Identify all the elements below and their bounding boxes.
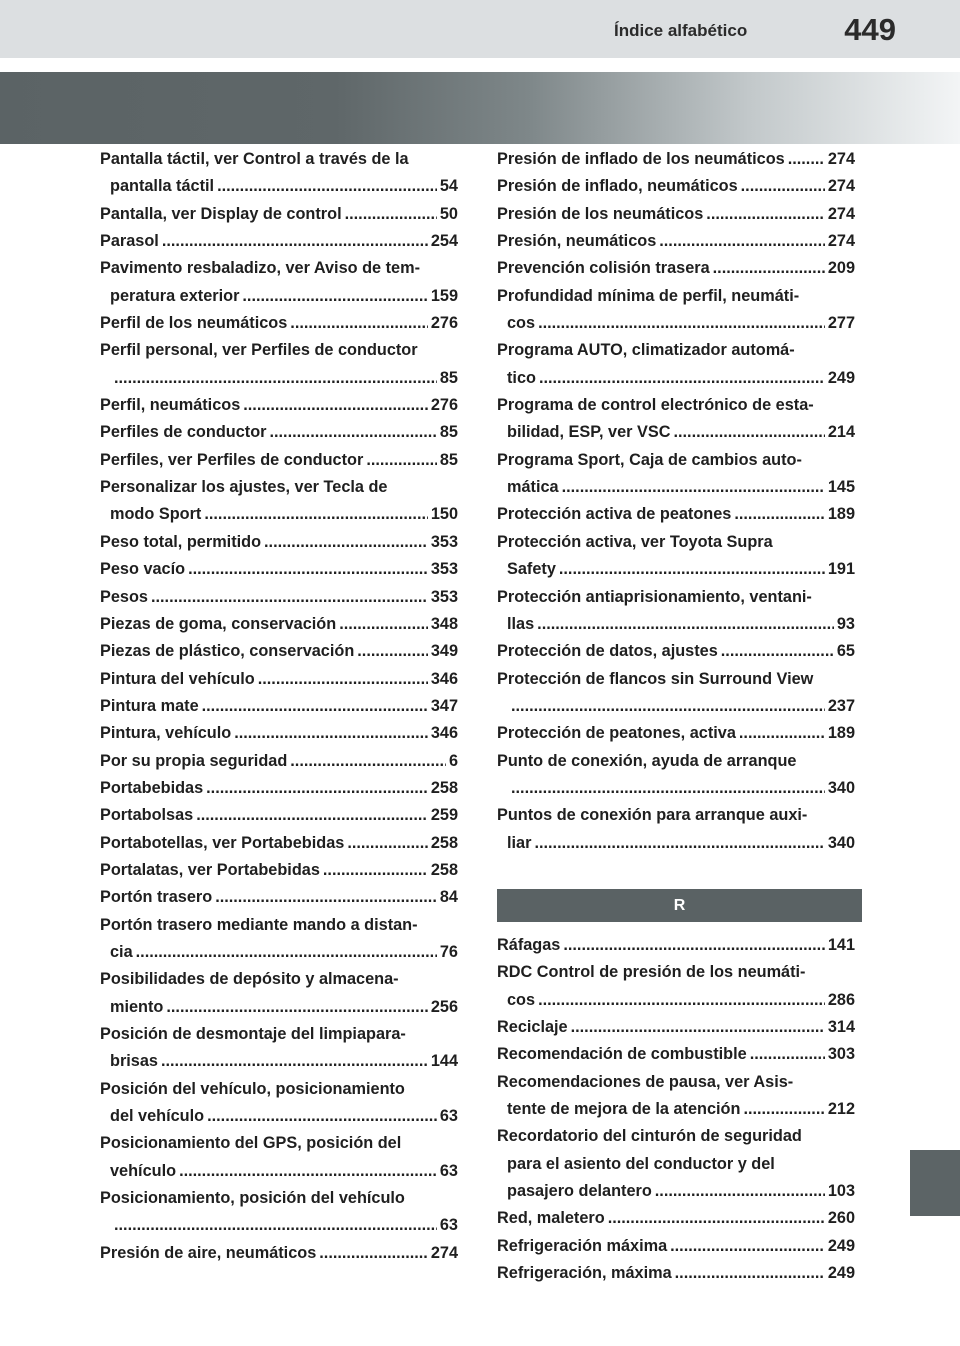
index-entry-page: 54 (439, 177, 458, 196)
index-entry (497, 720, 855, 747)
index-entry-text: peratura exterior (110, 286, 240, 305)
dot-leader (563, 932, 824, 959)
index-column-right (497, 146, 855, 857)
index-entry (497, 1205, 855, 1232)
index-entry-page: 347 (430, 696, 458, 715)
index-entry-page: 145 (827, 478, 855, 497)
index-entry (497, 501, 855, 528)
index-entry-line: RDC Control de presión de los neumáti- (497, 963, 806, 982)
index-entry-line: Pavimento resbaladizo, ver Aviso de tem- (100, 259, 421, 278)
dot-leader (511, 775, 825, 802)
index-entry (100, 146, 458, 201)
index-entry (100, 884, 458, 911)
dot-leader (706, 201, 825, 228)
index-entry-page: 349 (430, 642, 458, 661)
dot-leader (242, 283, 427, 310)
index-entry-text: Refrigeración, máxima (497, 1264, 672, 1283)
index-entry (497, 748, 855, 803)
index-entry-text: Safety (507, 560, 556, 579)
index-entry-page: 189 (827, 724, 855, 743)
index-entry-text: Piezas de goma, conservación (100, 614, 337, 633)
index-entry-page: 274 (827, 204, 855, 223)
index-entry-text: Portabotellas, ver Portabebidas (100, 833, 345, 852)
dot-leader (196, 802, 428, 829)
index-entry-page: 63 (439, 1161, 458, 1180)
dot-leader (659, 228, 825, 255)
index-entry-text: Peso total, permitido (100, 532, 262, 551)
index-entry (100, 337, 458, 392)
index-entry (100, 201, 458, 228)
index-entry-line: Posibilidades de depósito y almacena- (100, 970, 399, 989)
index-entry-text: Recomendación de combustible (497, 1045, 747, 1064)
index-entry (497, 255, 855, 282)
index-entry-text: miento (110, 997, 164, 1016)
index-entry-text: Portabolsas (100, 806, 194, 825)
index-entry (100, 255, 458, 310)
index-entry (497, 228, 855, 255)
index-entry-page: 191 (827, 560, 855, 579)
index-entry (497, 173, 855, 200)
index-entry-text: Por su propia seguridad (100, 751, 288, 770)
index-entry-text: Pantalla, ver Display de control (100, 204, 342, 223)
dot-leader (366, 447, 437, 474)
dot-leader (319, 1240, 428, 1267)
dot-leader (161, 1048, 428, 1075)
index-entry-text: Red, maletero (497, 1209, 605, 1228)
index-entry-text: Refrigeración máxima (497, 1236, 668, 1255)
index-entry (497, 932, 855, 959)
dot-leader (713, 255, 825, 282)
index-entry (497, 1014, 855, 1041)
index-entry-text: Portón trasero (100, 888, 213, 907)
index-entry-line: Recordatorio del cinturón de seguridad (497, 1127, 802, 1146)
index-entry-page: 277 (827, 314, 855, 333)
index-entry-page: 76 (439, 942, 458, 961)
index-entry-page: 84 (439, 888, 458, 907)
index-entry-text: cos (507, 990, 536, 1009)
index-entry-page: 348 (430, 614, 458, 633)
dot-leader (136, 939, 437, 966)
index-entry-text: mática (507, 478, 559, 497)
index-entry-page: 103 (827, 1182, 855, 1201)
index-entry-page: 141 (827, 936, 855, 954)
index-entry-line: Programa Sport, Caja de cambios auto- (497, 450, 802, 469)
index-entry-text: cos (507, 314, 536, 333)
index-entry-page: 340 (827, 778, 855, 797)
index-entry-line: Portón trasero mediante mando a distan- (100, 915, 418, 934)
dot-leader (721, 638, 834, 665)
dot-leader (739, 720, 825, 747)
dot-leader (743, 1096, 824, 1123)
index-entry (100, 310, 458, 337)
dot-leader (162, 228, 428, 255)
dot-leader (258, 666, 428, 693)
index-entry-page: 276 (430, 314, 458, 333)
index-entry (100, 556, 458, 583)
dot-leader (741, 173, 825, 200)
dot-leader (734, 501, 824, 528)
index-entry-page: 274 (827, 232, 855, 251)
index-entry (100, 912, 458, 967)
index-entry-page: 258 (430, 778, 458, 797)
index-entry-text: Perfiles, ver Perfiles de conductor (100, 450, 364, 469)
index-entry-text: Presión de inflado de los neumáticos (497, 150, 785, 168)
dot-leader (670, 1233, 825, 1260)
index-entry-page: 65 (836, 642, 855, 661)
index-entry (100, 419, 458, 446)
index-entry-line: Personalizar los ajustes, ver Tecla de (100, 478, 388, 497)
dot-leader (538, 987, 825, 1014)
index-entry (100, 228, 458, 255)
dot-leader (114, 1212, 437, 1239)
dot-leader (217, 173, 437, 200)
index-entry-line: Pantalla táctil, ver Control a través de la (100, 150, 409, 168)
dot-leader (188, 556, 428, 583)
index-entry (497, 201, 855, 228)
index-entry-page: 50 (439, 204, 458, 223)
index-entry (497, 802, 855, 857)
index-entry-page: 249 (827, 1236, 855, 1255)
index-entry-text: pasajero delantero (507, 1182, 652, 1201)
index-entry-text: Pesos (100, 587, 148, 606)
index-entry (497, 392, 855, 447)
index-column-left (100, 146, 458, 1267)
index-entry-page: 314 (827, 1018, 855, 1037)
index-entry-page: 209 (827, 259, 855, 278)
header-banner (0, 72, 960, 144)
dot-leader (151, 584, 428, 611)
dot-leader (264, 529, 428, 556)
index-entry (100, 638, 458, 665)
index-entry-text: Prevención colisión trasera (497, 259, 710, 278)
index-entry-line: Protección de flancos sin Surround View (497, 669, 814, 688)
index-entry-line: Perfil personal, ver Perfiles de conductor (100, 341, 418, 360)
index-entry-text: Pintura del vehículo (100, 669, 255, 688)
index-entry-page: 63 (439, 1107, 458, 1126)
dot-leader (511, 693, 825, 720)
index-entry-page: 249 (827, 1264, 855, 1283)
index-entry (100, 830, 458, 857)
index-entry-text: brisas (110, 1052, 158, 1071)
index-entry (100, 1076, 458, 1131)
index-entry (497, 666, 855, 721)
index-entry-text: Perfil, neumáticos (100, 396, 241, 415)
chapter-tab (910, 1150, 960, 1216)
index-entry (100, 1021, 458, 1076)
index-entry-text: modo Sport (110, 505, 202, 524)
dot-leader (243, 392, 428, 419)
index-entry (497, 337, 855, 392)
index-entry (497, 447, 855, 502)
dot-leader (537, 611, 834, 638)
index-entry-line: Posición del vehículo, posicionamiento (100, 1079, 405, 1098)
index-entry-line: Punto de conexión, ayuda de arranque (497, 751, 797, 770)
index-entry-page: 150 (430, 505, 458, 524)
index-entry-text: llas (507, 614, 535, 633)
index-entry-page: 353 (430, 532, 458, 551)
index-entry (497, 1041, 855, 1068)
index-entry-page: 258 (430, 833, 458, 852)
index-entry-page: 85 (439, 368, 458, 387)
index-entry-text: Peso vacío (100, 560, 186, 579)
index-entry (497, 146, 855, 173)
index-entry-page: 256 (430, 997, 458, 1016)
index-entry-text: Pintura, vehículo (100, 724, 232, 743)
index-entry-page: 159 (430, 286, 458, 305)
index-entry (100, 775, 458, 802)
index-entry-page: 254 (430, 232, 458, 251)
dot-leader (562, 474, 825, 501)
dot-leader (559, 556, 825, 583)
index-entry-text: Perfiles de conductor (100, 423, 267, 442)
index-entry-page: 259 (430, 806, 458, 825)
index-entry (100, 966, 458, 1021)
index-entry-page: 346 (430, 669, 458, 688)
index-entry-text: Portabebidas (100, 778, 204, 797)
index-entry-line: Recomendaciones de pausa, ver Asis- (497, 1072, 794, 1091)
index-entry-line: Protección activa, ver Toyota Supra (497, 532, 773, 551)
index-entry (497, 283, 855, 338)
index-entry-line: Protección antiaprisionamiento, ventani- (497, 587, 812, 606)
index-entry (497, 1260, 855, 1287)
dot-leader (323, 857, 428, 884)
index-entry (100, 802, 458, 829)
dot-leader (538, 310, 825, 337)
page-header (0, 0, 960, 58)
index-entry-text: cia (110, 942, 133, 961)
index-entry-line: Puntos de conexión para arranque auxi- (497, 806, 808, 825)
index-entry (497, 1069, 855, 1124)
index-entry (100, 748, 458, 775)
index-entry-page: 6 (448, 751, 458, 770)
dot-leader (357, 638, 428, 665)
index-entry-text: Presión de inflado, neumáticos (497, 177, 738, 196)
section-title: Índice alfabético (614, 21, 748, 40)
index-entry-text: bilidad, ESP, ver VSC (507, 423, 671, 442)
index-entry-text: Portalatas, ver Portabebidas (100, 860, 320, 879)
index-entry-page: 353 (430, 560, 458, 579)
index-entry (100, 1130, 458, 1185)
index-entry-line: Profundidad mínima de perfil, neumáti- (497, 286, 800, 305)
index-entry-text: pantalla táctil (110, 177, 215, 196)
dot-leader (788, 146, 825, 173)
index-entry-text: tente de mejora de la atención (507, 1100, 741, 1119)
index-entry-page: 249 (827, 368, 855, 387)
index-entry-text: Pintura mate (100, 696, 199, 715)
dot-leader (202, 693, 428, 720)
index-entry-text: liar (507, 833, 532, 852)
index-entry (497, 638, 855, 665)
index-entry-text: Reciclaje (497, 1018, 568, 1037)
dot-leader (339, 611, 428, 638)
dot-leader (571, 1014, 825, 1041)
dot-leader (234, 720, 428, 747)
index-entry-line: Posición de desmontaje del limpiapara- (100, 1025, 406, 1043)
dot-leader (207, 1103, 437, 1130)
index-entry-line: Posicionamiento del GPS, posición del (100, 1134, 402, 1153)
index-entry (100, 693, 458, 720)
index-entry (100, 611, 458, 638)
index-entry-page: 276 (430, 396, 458, 415)
dot-leader (750, 1041, 825, 1068)
index-entry-line: Programa AUTO, climatizador automá- (497, 341, 795, 360)
index-entry-line: Programa de control electrónico de esta- (497, 396, 814, 415)
dot-leader (345, 201, 437, 228)
dot-leader (179, 1158, 437, 1185)
index-entry (497, 529, 855, 584)
dot-leader (114, 365, 437, 392)
index-entry-page: 85 (439, 423, 458, 442)
index-entry-page: 144 (430, 1052, 458, 1071)
index-entry-page: 274 (827, 177, 855, 196)
index-entry (100, 529, 458, 556)
index-entry (100, 392, 458, 419)
index-entry-line: Posicionamiento, posición del vehículo (100, 1189, 405, 1208)
index-entry-text: Protección de peatones, activa (497, 724, 736, 743)
index-entry-text: Perfil de los neumáticos (100, 314, 288, 333)
index-entry-text: Protección activa de peatones (497, 505, 732, 524)
index-entry-page: 274 (430, 1243, 458, 1262)
index-entry-text: Ráfagas (497, 936, 561, 954)
index-entry (100, 1185, 458, 1240)
dot-leader (675, 1260, 825, 1287)
dot-leader (206, 775, 428, 802)
index-entry-line: para el asiento del conductor y del (507, 1154, 775, 1173)
index-entry-text: Presión de los neumáticos (497, 204, 704, 223)
index-entry (100, 857, 458, 884)
index-entry-page: 237 (827, 696, 855, 715)
index-entry (497, 1233, 855, 1260)
index-column-right-r (497, 932, 855, 1287)
index-entry-page: 274 (827, 150, 855, 168)
index-entry (497, 959, 855, 1014)
index-entry (100, 1240, 458, 1267)
dot-leader (215, 884, 437, 911)
index-entry-page: 303 (827, 1045, 855, 1064)
index-entry-page: 258 (430, 860, 458, 879)
dot-leader (347, 830, 428, 857)
index-entry-page: 212 (827, 1100, 855, 1119)
dot-leader (290, 310, 428, 337)
index-entry-page: 353 (430, 587, 458, 606)
index-entry-page: 286 (827, 990, 855, 1009)
index-entry (497, 1123, 855, 1205)
dot-leader (655, 1178, 825, 1205)
index-entry (100, 666, 458, 693)
section-letter-r: R (497, 889, 862, 922)
dot-leader (539, 365, 825, 392)
index-entry-text: Protección de datos, ajustes (497, 642, 718, 661)
index-entry-text: del vehículo (110, 1107, 205, 1126)
index-entry (100, 474, 458, 529)
dot-leader (166, 994, 427, 1021)
page-number: 449 (844, 12, 896, 47)
dot-leader (534, 830, 824, 857)
index-entry-page: 346 (430, 724, 458, 743)
index-entry-text: vehículo (110, 1161, 177, 1180)
index-entry-text: Piezas de plástico, conservación (100, 642, 355, 661)
index-entry (100, 720, 458, 747)
index-entry-text: tico (507, 368, 536, 387)
index-entry-page: 93 (836, 614, 855, 633)
index-entry-page: 63 (439, 1216, 458, 1235)
dot-leader (608, 1205, 825, 1232)
index-entry-page: 214 (827, 423, 855, 442)
index-entry-text: Presión, neumáticos (497, 232, 657, 251)
index-entry (497, 584, 855, 639)
index-entry-page: 260 (827, 1209, 855, 1228)
dot-leader (673, 419, 824, 446)
index-entry-page: 189 (827, 505, 855, 524)
index-entry-text: Parasol (100, 232, 159, 251)
index-entry-page: 85 (439, 450, 458, 469)
index-entry (100, 584, 458, 611)
dot-leader (204, 501, 427, 528)
dot-leader (269, 419, 436, 446)
index-entry-text: Presión de aire, neumáticos (100, 1243, 317, 1262)
index-entry (100, 447, 458, 474)
index-entry-page: 340 (827, 833, 855, 852)
dot-leader (290, 748, 446, 775)
